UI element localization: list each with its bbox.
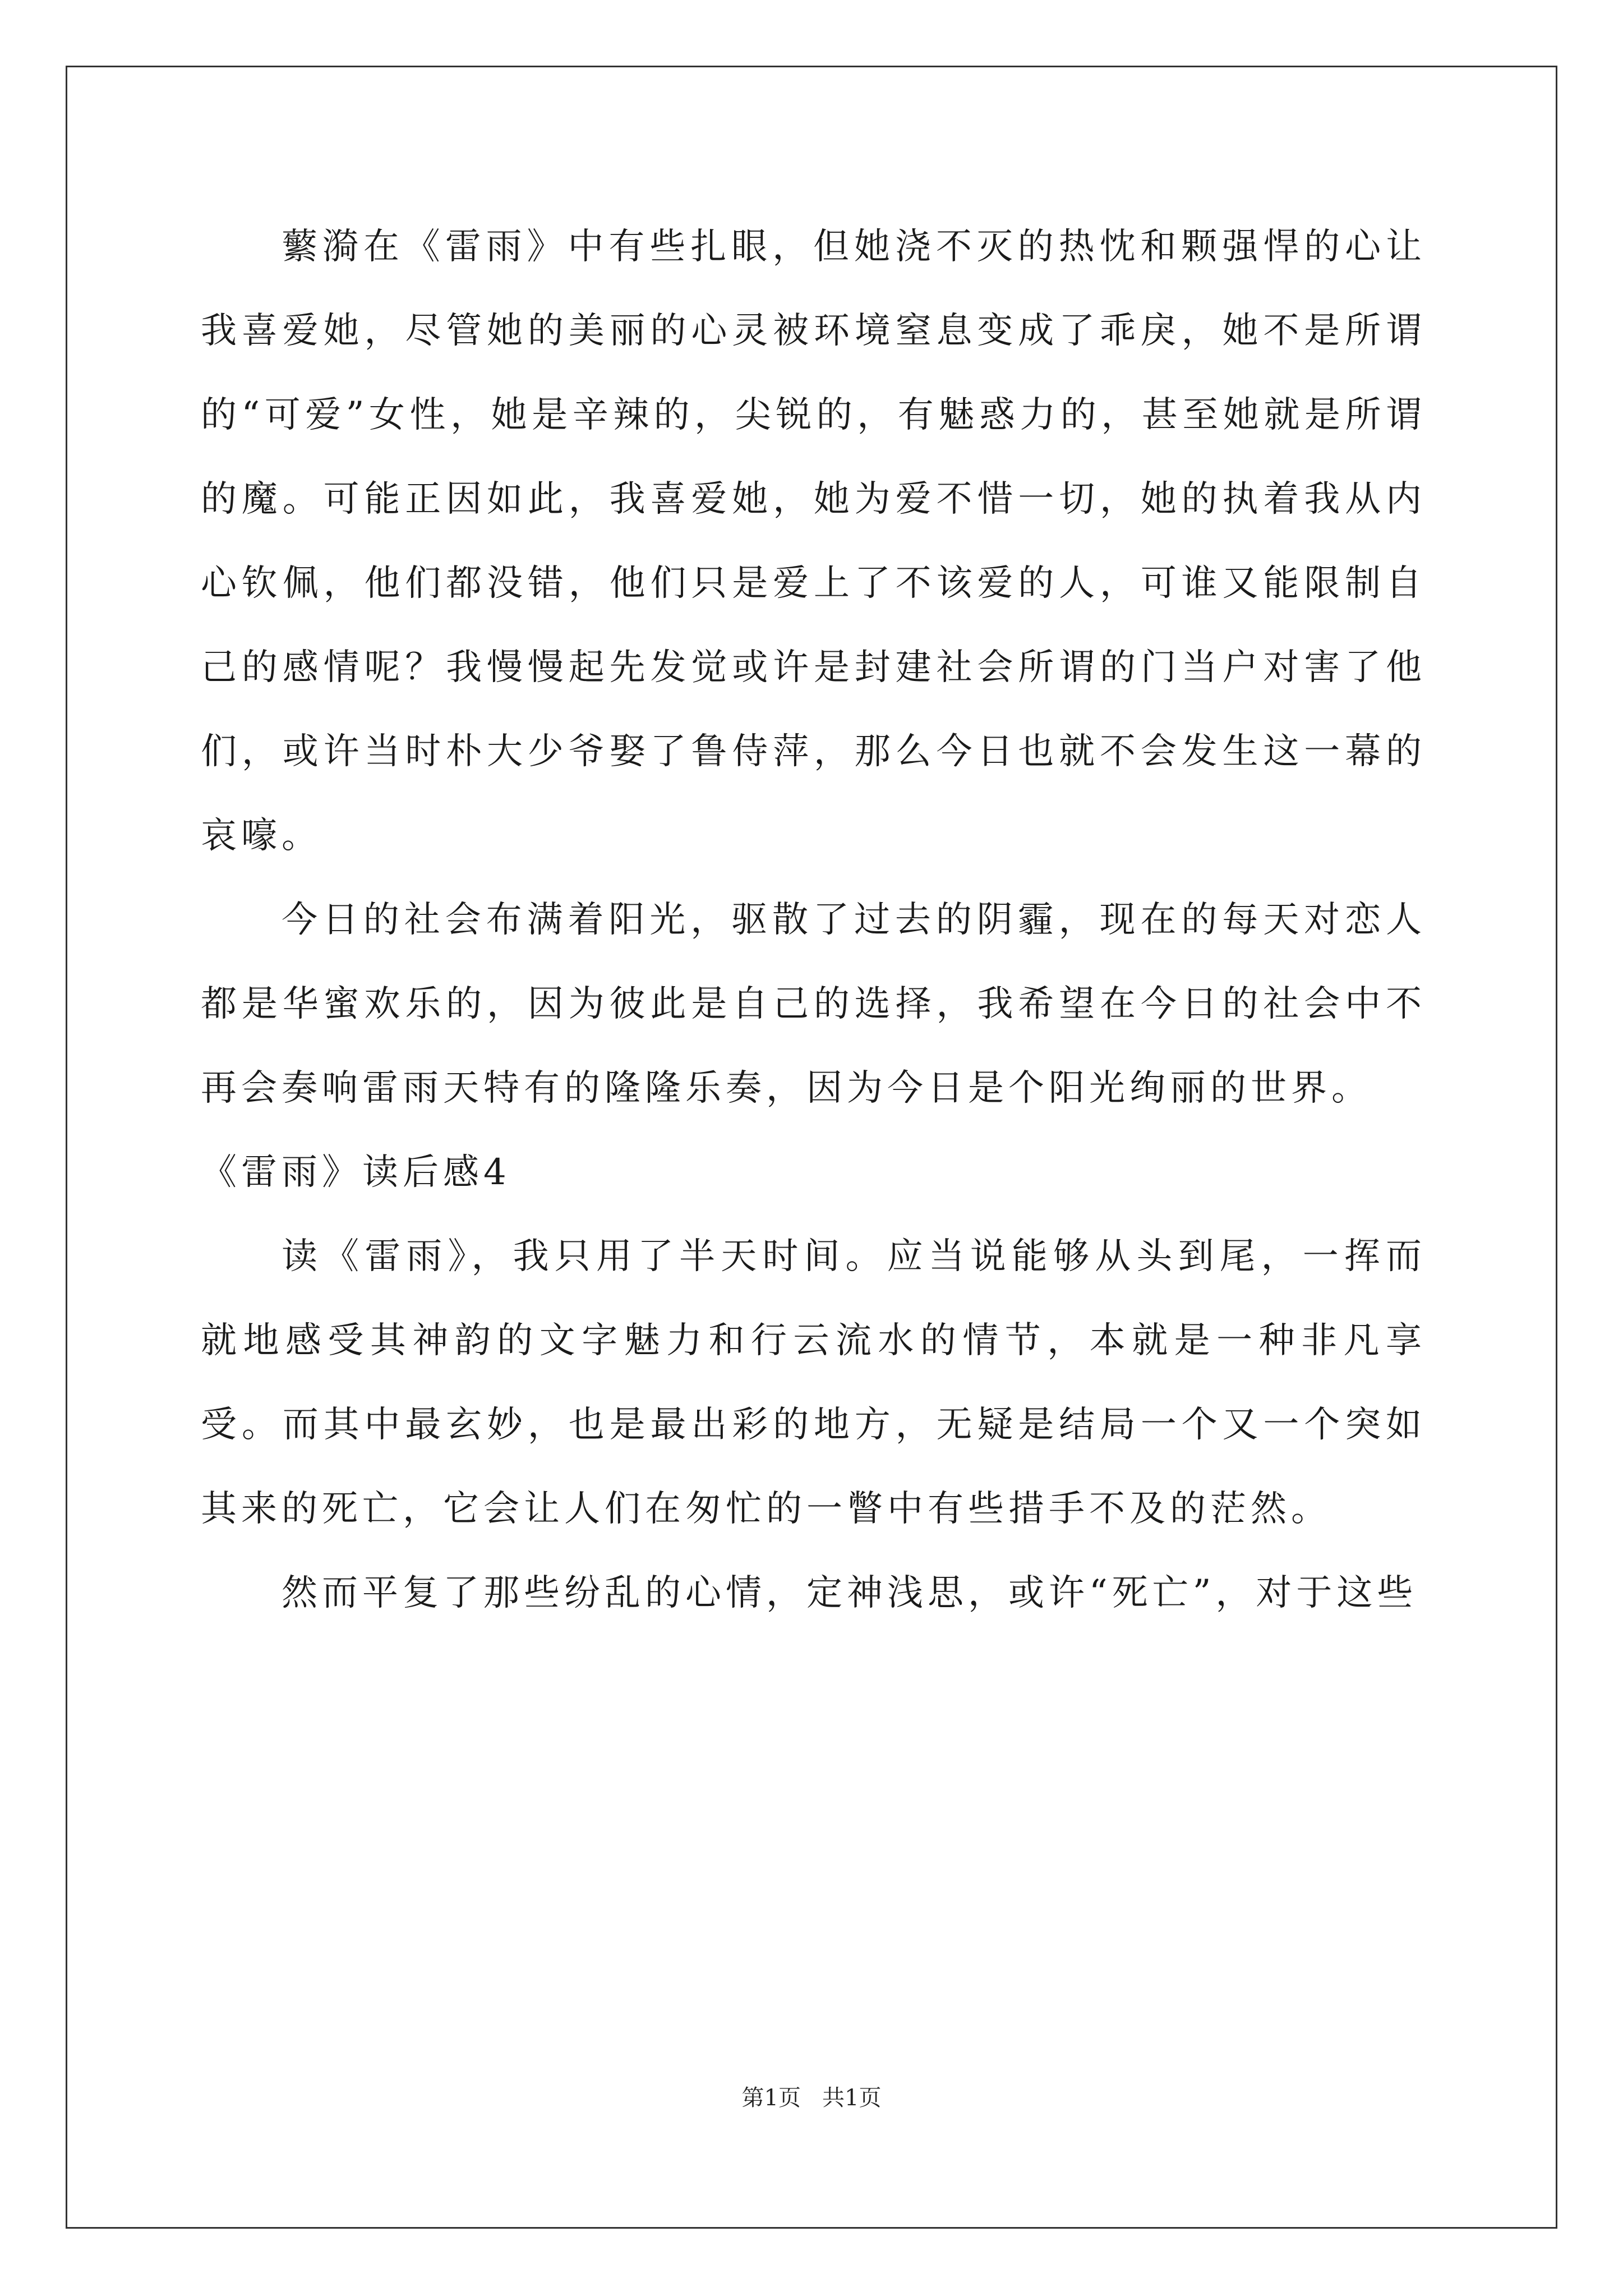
page-total: 共1页	[822, 2085, 882, 2111]
paragraph-2: 今日的社会布满着阳光，驱散了过去的阴霾，现在的每天对恋人都是华蜜欢乐的，因为彼此是自己的选择，我希望在今日的社会中不再会奏响雷雨天特有的隆隆乐奏，因为今日是个阳光绚丽的世界。	[201, 899, 1426, 1109]
paragraph-1: 蘩漪在《雷雨》中有些扎眼，但她浇不灭的热忱和颗强悍的心让我喜爱她，尽管她的美丽的心灵被环境窒息变成了乖戾，她不是所谓的“可爱”女性，她是辛辣的，尖锐的，有魅惑力的，甚至她就是所谓的魔。可能正因如此，我喜爱她，她为爱不惜一切，她的执着我从内心钦佩，他们都没错，他们只是爱上了不该爱的人，可谁又能限制自己的感情呢？我慢慢起先发觉或许是封建社会所谓的门当户对害了他们，或许当时朴大少爷娶了鲁侍萍，那么今日也就不会发生这一幕的哀嚎。	[201, 226, 1426, 857]
page-number: 第1页	[741, 2085, 801, 2111]
section-heading: 《雷雨》读后感4	[201, 1152, 511, 1193]
document-body	[201, 205, 1426, 1635]
paragraph-4: 然而平复了那些纷乱的心情，定神浅思，或许“死亡”，对于这些	[282, 1572, 1418, 1614]
page-footer	[0, 2081, 1623, 2115]
paragraph-3: 读《雷雨》，我只用了半天时间。应当说能够从头到尾，一挥而就地感受其神韵的文字魅力和行云流水的情节，本就是一种非凡享受。而其中最玄妙，也是最出彩的地方，无疑是结局一个又一个突如其来的死亡，它会让人们在匆忙的一瞥中有些措手不及的茫然。	[201, 1236, 1426, 1530]
